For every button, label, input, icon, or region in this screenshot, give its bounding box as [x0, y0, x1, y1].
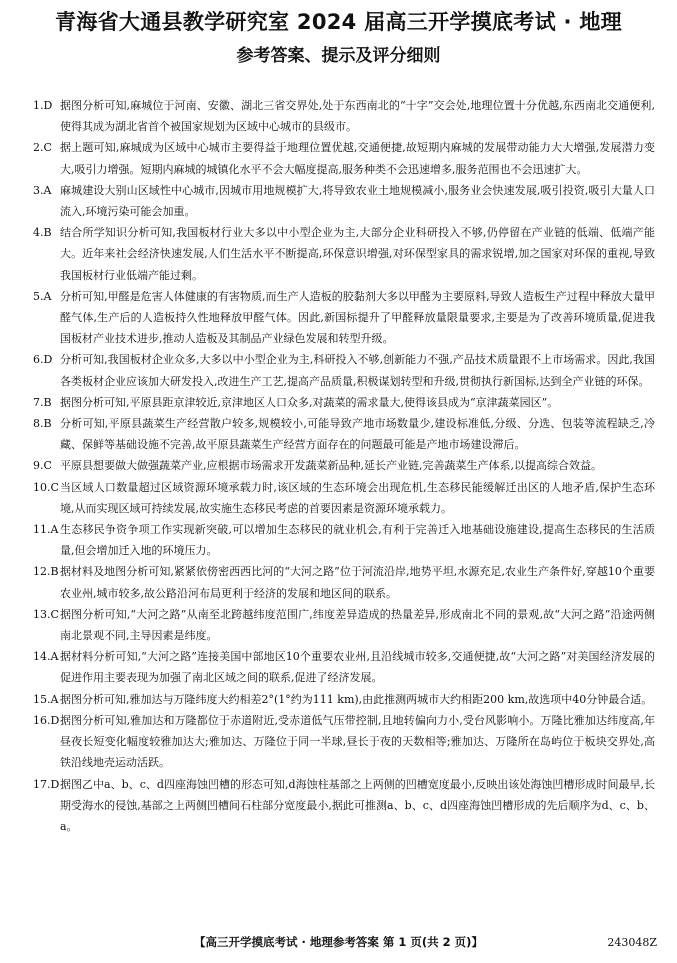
answer-explanation: 据图分析可知,平原县距京津较近,京津地区人口众多,对蔬菜的需求量大,使得该县成为“京津蔬菜园区”。	[60, 395, 559, 409]
document-subtitle: 参考答案、提示及评分细则	[236, 46, 441, 66]
answer-explanation: 据图乙中a、b、c、d四座海蚀凹槽的形态可知,d海蚀柱基部之上两侧的凹槽宽度最小,反映出该处海蚀凹槽形成时间最早,长期受海水的侵蚀,基部之上两侧凹槽间石柱部分宽度最小,据此可推测a、b、c、d四座海蚀凹槽形成的先后顺序为d、c、b、a。	[60, 777, 655, 833]
answer-explanation: 平原县想要做大做强蔬菜产业,应根据市场需求开发蔬菜新品种,延长产业链,完善蔬菜生产体系,以提高综合效益。	[60, 459, 602, 473]
answer-explanation: 据图分析可知,麻城位于河南、安徽、湖北三省交界处,处于东西南北的“十字”交会处,地理位置十分优越,东西南北交通便利,使得其成为湖北省首个被国家规划为区域中心城市的县级市。	[60, 99, 655, 134]
answer-number: 14.A	[33, 650, 59, 664]
answer-item-17	[33, 774, 655, 838]
answer-item-6	[33, 349, 655, 391]
answer-explanation: 生态移民争资争项工作实现新突破,可以增加生态移民的就业机会,有利于完善迁入地基础设施建设,提高生态移民的生活质量,但会增加迁入地的环境压力。	[60, 523, 655, 558]
answer-number: 17.D	[33, 777, 60, 791]
answer-item-13	[33, 604, 655, 646]
answer-number: 7.B	[33, 395, 52, 409]
answer-explanation: 分析可知,甲醛是危害人体健康的有害物质,而生产人造板的胶黏剂大多以甲醛为主要原料,导致人造板生产过程中释放大量甲醛气体,生产后的人造板持久性地释放甲醛气体。因此,新国标提升了甲醛释放量限量要求,主要是为了改善环境质量,促进我国板材产业技术进步,推动人造板及其制品产业绿色发展和转型升级。	[60, 289, 655, 346]
answer-item-15	[33, 689, 655, 710]
answer-explanation: 据图分析可知,雅加达和万隆都位于赤道附近,受赤道低气压带控制,且地转偏向力小,受台风影响小。万隆比雅加达纬度高,年昼夜长短变化幅度较雅加达大;雅加达、万隆位于同一半球,昼长于夜的天数相等;雅加达、万隆所在岛屿位于板块交界处,高铁沿线地壳运动活跃。	[60, 713, 655, 770]
answer-number: 10.C	[33, 480, 59, 494]
answer-list	[33, 95, 655, 837]
answer-explanation: 据材料分析可知,“大河之路”连接美国中部地区10个重要农业州,且沿线城市较多,交通便捷,故“大河之路”对美国经济发展的促进作用主要表现为加强了南北区域之间的联系,促进了经济发展。	[60, 650, 655, 685]
answer-item-3	[33, 180, 655, 222]
answer-explanation: 麻城建设大别山区域性中心城市,因城市用地规模扩大,将导致农业土地规模减小,服务业会快速发展,吸引投资,吸引大量人口流入,环境污染可能会加重。	[60, 183, 655, 219]
answer-explanation: 据上题可知,麻城成为区域中心城市主要得益于地理位置优越,交通便捷,故短期内麻城的发展带动能力大大增强,发展潜力变大,吸引力增强。短期内麻城的城镇化水平不会大幅度提高,服务种类不会迅速增多,服务范围也不会迅速扩大。	[60, 141, 655, 176]
answer-explanation: 分析可知,我国板材企业众多,大多以中小型企业为主,科研投入不够,创新能力不强,产品技术质量跟不上市场需求。因此,我国各类板材企业应该加大研发投入,改进生产工艺,提高产品质量,积极谋划转型和升级,贯彻执行新国标,达到全产业链的环保。	[60, 353, 655, 388]
page-footer: 【高三开学摸底考试 · 地理参考答案 第 1 页(共 2 页)】	[194, 935, 483, 949]
answer-item-16	[33, 710, 655, 774]
answer-item-9	[33, 455, 655, 476]
answer-item-1	[33, 95, 655, 137]
answer-number: 9.C	[33, 459, 52, 473]
document-code: 243048Z	[607, 936, 657, 949]
answer-number: 4.B	[33, 226, 52, 240]
answer-number: 13.C	[33, 607, 59, 621]
answer-explanation: 当区域人口数量超过区域资源环境承载力时,该区域的生态环境会出现危机,生态移民能缓解迁出区的人地矛盾,保护生态环境,从而实现区域可持续发展,故实施生态移民考虑的首要因素是资源环境承载力。	[60, 480, 655, 515]
answer-number: 15.A	[33, 692, 59, 706]
answer-number: 11.A	[33, 523, 59, 537]
answer-number: 5.A	[33, 289, 52, 303]
answer-item-4	[33, 222, 655, 286]
answer-explanation: 据图分析可知,“大河之路”从南至北跨越纬度范围广,纬度差异造成的热量差异,形成南北不同的景观,故“大河之路”沿途两侧南北景观不同,主导因素是纬度。	[60, 607, 655, 643]
answer-item-12	[33, 561, 655, 603]
answer-number: 12.B	[33, 565, 59, 579]
answer-explanation: 据图分析可知,雅加达与万隆纬度大约相差2°(1°约为111 km),由此推测两城市大约相距200 km,故选项中40分钟最合适。	[60, 692, 653, 706]
answer-item-7	[33, 392, 655, 413]
document-title: 青海省大通县教学研究室 2024 届高三开学摸底考试 · 地理	[55, 10, 622, 34]
answer-number: 2.C	[33, 141, 52, 155]
answer-number: 3.A	[33, 183, 52, 197]
answer-item-5	[33, 286, 655, 350]
answer-number: 8.B	[33, 417, 52, 431]
answer-explanation: 据材料及地图分析可知,紧紧依傍密西西比河的“大河之路”位于河流沿岸,地势平坦,水源充足,农业生产条件好,穿越10个重要农业州,城市较多,故公路沿河布局更利于经济的发展和地区间的联系。	[60, 565, 655, 600]
answer-item-10	[33, 477, 655, 519]
answer-explanation: 结合所学知识分析可知,我国板材行业大多以中小型企业为主,大部分企业科研投入不够,仍停留在产业链的低端、低端产能大。近年来社会经济快速发展,人们生活水平不断提高,环保意识增强,对环保型家具的需求锐增,加之国家对环保的重视,导致我国板材行业低端产能过剩。	[60, 226, 655, 282]
answer-number: 6.D	[33, 353, 53, 367]
answer-number: 16.D	[33, 713, 60, 727]
answer-item-2	[33, 137, 655, 179]
answer-item-14	[33, 646, 655, 688]
answer-item-11	[33, 519, 655, 561]
answer-number: 1.D	[33, 99, 53, 112]
answer-explanation: 分析可知,平原县蔬菜生产经营散户较多,规模较小,可能导致产地市场数量少,建设标准低,分级、分选、包装等流程缺乏,冷藏、保鲜等基础设施不完善,故平原县蔬菜生产经营方面存在的问题最可能是产地市场建设滞后。	[60, 417, 655, 452]
answer-item-8	[33, 413, 655, 455]
